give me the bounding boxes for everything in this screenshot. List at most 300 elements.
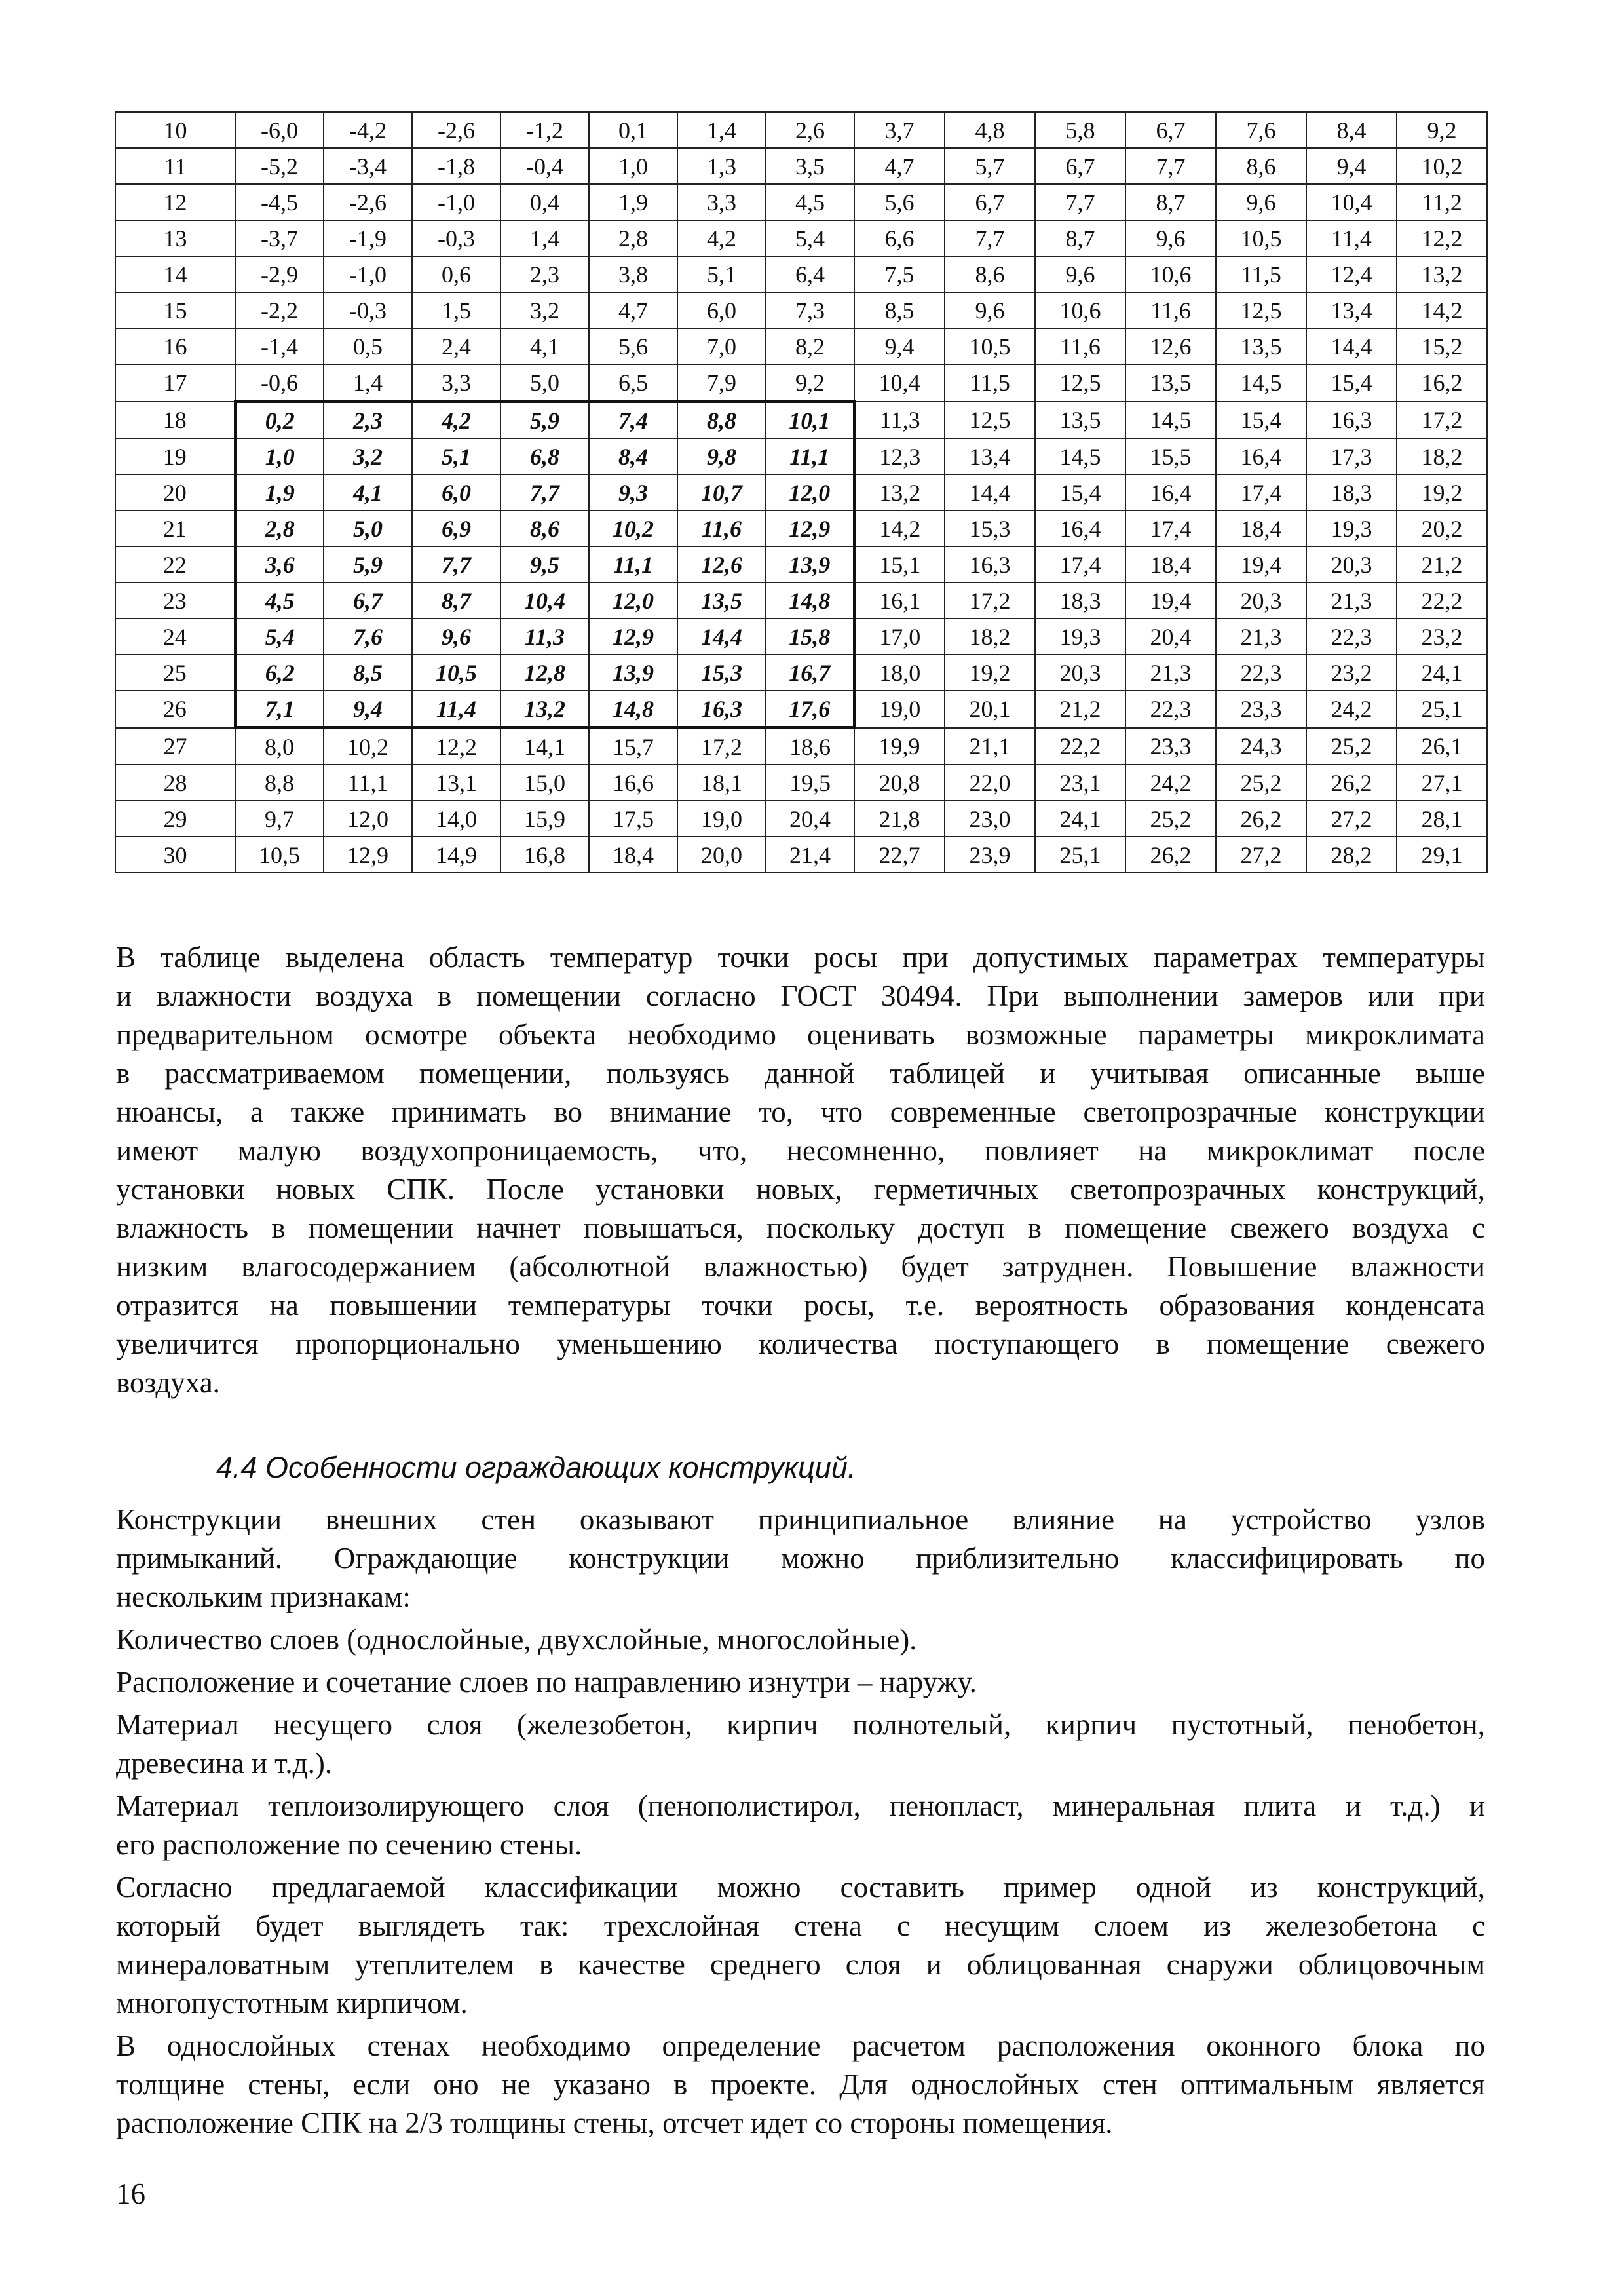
dew-point-cell: 21,3 — [1216, 619, 1306, 655]
dew-point-cell: 20,8 — [854, 765, 945, 801]
row-temperature-cell: 14 — [115, 256, 235, 292]
dew-point-cell: 6,7 — [324, 583, 412, 619]
dew-point-cell: 6,8 — [500, 438, 589, 474]
table-row — [115, 510, 1487, 546]
dew-point-cell: 0,6 — [412, 256, 500, 292]
table-row — [115, 546, 1487, 583]
dew-point-cell: 11,4 — [412, 691, 500, 728]
row-temperature-cell: 10 — [115, 112, 235, 148]
dew-point-cell: 12,0 — [589, 583, 677, 619]
dew-point-cell: 26,2 — [1216, 801, 1306, 837]
dew-point-cell: -0,3 — [324, 292, 412, 328]
section-paragraph — [116, 1620, 1485, 1659]
dew-point-cell: 10,2 — [1397, 148, 1487, 184]
dew-point-cell: -1,8 — [412, 148, 500, 184]
dew-point-cell: 17,4 — [1216, 474, 1306, 510]
dew-point-cell: 8,7 — [1125, 184, 1216, 220]
dew-point-cell: 3,2 — [500, 292, 589, 328]
dew-point-cell: 25,2 — [1216, 765, 1306, 801]
dew-point-cell: 2,8 — [235, 510, 324, 546]
dew-point-cell: 5,4 — [766, 220, 854, 256]
dew-point-cell: 14,4 — [1306, 328, 1397, 364]
text-line: нескольким признакам: — [116, 1580, 411, 1613]
dew-point-cell: 23,2 — [1397, 619, 1487, 655]
dew-point-cell: 4,8 — [945, 112, 1035, 148]
dew-point-cell: 0,1 — [589, 112, 677, 148]
dew-point-cell: 15,8 — [766, 619, 854, 655]
dew-point-cell: 17,4 — [1125, 510, 1216, 546]
dew-point-cell: 14,8 — [589, 691, 677, 728]
row-temperature-cell: 12 — [115, 184, 235, 220]
dew-point-cell: 10,5 — [1216, 220, 1306, 256]
dew-point-cell: 7,6 — [324, 619, 412, 655]
dew-point-cell: 18,6 — [766, 728, 854, 765]
dew-point-cell: 14,4 — [677, 619, 766, 655]
text-line: древесина и т.д.). — [116, 1747, 333, 1780]
row-temperature-cell: 22 — [115, 546, 235, 583]
dew-point-cell: 20,0 — [677, 837, 766, 873]
dew-point-cell: 5,6 — [589, 328, 677, 364]
dew-point-cell: 4,2 — [412, 402, 500, 439]
dew-point-cell: 9,4 — [324, 691, 412, 728]
dew-point-cell: 19,0 — [854, 691, 945, 728]
dew-point-cell: 21,2 — [1035, 691, 1125, 728]
text-line: В таблице выделена область температур точки росы при допустимых параметрах температуры — [116, 941, 1485, 974]
row-temperature-cell: 20 — [115, 474, 235, 510]
dew-point-cell: 13,5 — [1216, 328, 1306, 364]
dew-point-cell: 19,4 — [1125, 583, 1216, 619]
dew-point-cell: 8,4 — [1306, 112, 1397, 148]
dew-point-cell: 7,3 — [766, 292, 854, 328]
dew-point-cell: 8,2 — [766, 328, 854, 364]
dew-point-cell: 22,3 — [1125, 691, 1216, 728]
row-temperature-cell: 21 — [115, 510, 235, 546]
dew-point-cell: 16,8 — [500, 837, 589, 873]
dew-point-cell: 9,8 — [677, 438, 766, 474]
dew-point-cell: 11,5 — [945, 364, 1035, 402]
dew-point-cell: 14,5 — [1035, 438, 1125, 474]
dew-point-cell: 8,6 — [945, 256, 1035, 292]
dew-point-cell: 9,4 — [854, 328, 945, 364]
dew-point-cell: 13,1 — [412, 765, 500, 801]
dew-point-cell: 12,5 — [945, 402, 1035, 439]
dew-point-cell: 5,9 — [324, 546, 412, 583]
dew-point-cell: 10,4 — [1306, 184, 1397, 220]
section-paragraph — [116, 1787, 1485, 1864]
text-line: установки новых СПК. После установки новых, герметичных светопрозрачных конструкций, — [116, 1173, 1485, 1206]
dew-point-cell: 11,1 — [766, 438, 854, 474]
dew-point-cell: 25,2 — [1125, 801, 1216, 837]
dew-point-cell: 6,5 — [589, 364, 677, 402]
dew-point-cell: 23,1 — [1035, 765, 1125, 801]
dew-point-cell: 1,4 — [324, 364, 412, 402]
text-line: низким влагосодержанием (абсолютной влажностью) будет затруднен. Повышение влажности — [116, 1250, 1485, 1283]
dew-point-cell: 7,1 — [235, 691, 324, 728]
dew-point-cell: 12,0 — [766, 474, 854, 510]
dew-point-cell: 3,7 — [854, 112, 945, 148]
dew-point-cell: 2,4 — [412, 328, 500, 364]
dew-point-cell: 0,2 — [235, 402, 324, 439]
dew-point-cell: 13,9 — [766, 546, 854, 583]
dew-point-cell: 4,7 — [589, 292, 677, 328]
dew-point-cell: 13,9 — [589, 655, 677, 691]
dew-point-cell: 21,3 — [1306, 583, 1397, 619]
dew-point-cell: 4,1 — [500, 328, 589, 364]
dew-point-cell: 6,0 — [677, 292, 766, 328]
table-row — [115, 655, 1487, 691]
dew-point-cell: 19,4 — [1216, 546, 1306, 583]
dew-point-cell: 8,6 — [1216, 148, 1306, 184]
dew-point-cell: 7,0 — [677, 328, 766, 364]
dew-point-cell: 1,4 — [500, 220, 589, 256]
dew-point-cell: 19,0 — [677, 801, 766, 837]
dew-point-cell: 16,4 — [1216, 438, 1306, 474]
dew-point-cell: 10,5 — [412, 655, 500, 691]
dew-point-cell: 23,3 — [1216, 691, 1306, 728]
dew-point-cell: 5,1 — [412, 438, 500, 474]
dew-point-cell: 13,5 — [1125, 364, 1216, 402]
dew-point-cell: 1,5 — [412, 292, 500, 328]
text-line: минераловатным утеплителем в качестве среднего слоя и облицованная снаружи облицовочным — [116, 1948, 1485, 1981]
dew-point-cell: 25,1 — [1035, 837, 1125, 873]
row-temperature-cell: 24 — [115, 619, 235, 655]
text-line: В однослойных стенах необходимо определение расчетом расположения оконного блока по — [116, 2029, 1485, 2062]
dew-point-cell: 11,2 — [1397, 184, 1487, 220]
text-line: увеличится пропорционально уменьшению количества поступающего в помещение свежего — [116, 1328, 1485, 1360]
text-line: в рассматриваемом помещении, пользуясь данной таблицей и учитывая описанные выше — [116, 1057, 1485, 1090]
dew-point-cell: 15,5 — [1125, 438, 1216, 474]
dew-point-cell: 11,6 — [1125, 292, 1216, 328]
dew-point-cell: 15,9 — [500, 801, 589, 837]
dew-point-cell: 8,5 — [854, 292, 945, 328]
dew-point-cell: 18,4 — [1216, 510, 1306, 546]
dew-point-cell: 17,2 — [945, 583, 1035, 619]
text-line: который будет выглядеть так: трехслойная стена с несущим слоем из железобетона с — [116, 1909, 1485, 1942]
dew-point-cell: 3,6 — [235, 546, 324, 583]
dew-point-cell: -0,4 — [500, 148, 589, 184]
text-line: имеют малую воздухопроницаемость, что, несомненно, повлияет на микроклимат после — [116, 1134, 1485, 1167]
dew-point-cell: 20,4 — [766, 801, 854, 837]
dew-point-cell: 1,9 — [589, 184, 677, 220]
text-line: Расположение и сочетание слоев по направлению изнутри – наружу. — [116, 1666, 977, 1698]
dew-point-cell: 12,6 — [677, 546, 766, 583]
dew-point-cell: 18,2 — [945, 619, 1035, 655]
dew-point-cell: -3,4 — [324, 148, 412, 184]
dew-point-cell: 10,6 — [1035, 292, 1125, 328]
dew-point-cell: 10,2 — [589, 510, 677, 546]
dew-point-cell: -3,7 — [235, 220, 324, 256]
dew-point-cell: -2,6 — [412, 112, 500, 148]
dew-point-cell: 9,2 — [766, 364, 854, 402]
table-row — [115, 619, 1487, 655]
dew-point-cell: 12,9 — [324, 837, 412, 873]
dew-point-cell: 19,3 — [1035, 619, 1125, 655]
dew-point-cell: 16,1 — [854, 583, 945, 619]
dew-point-cell: 3,8 — [589, 256, 677, 292]
dew-point-cell: -5,2 — [235, 148, 324, 184]
dew-point-cell: 5,7 — [945, 148, 1035, 184]
dew-point-cell: 1,4 — [677, 112, 766, 148]
dew-point-cell: 3,5 — [766, 148, 854, 184]
dew-point-cell: 6,2 — [235, 655, 324, 691]
dew-point-cell: 9,6 — [1035, 256, 1125, 292]
dew-point-cell: 22,3 — [1216, 655, 1306, 691]
dew-point-cell: 16,3 — [945, 546, 1035, 583]
dew-point-cell: -1,0 — [412, 184, 500, 220]
dew-point-cell: 12,5 — [1216, 292, 1306, 328]
dew-point-cell: 10,5 — [235, 837, 324, 873]
dew-point-cell: 9,6 — [1125, 220, 1216, 256]
row-temperature-cell: 18 — [115, 402, 235, 439]
dew-point-cell: 21,4 — [766, 837, 854, 873]
row-temperature-cell: 25 — [115, 655, 235, 691]
page-number: 16 — [116, 2177, 145, 2210]
dew-point-cell: 6,7 — [945, 184, 1035, 220]
dew-point-cell: 7,7 — [412, 546, 500, 583]
dew-point-cell: 13,5 — [1035, 402, 1125, 439]
dew-point-cell: 4,2 — [677, 220, 766, 256]
dew-point-cell: 5,0 — [324, 510, 412, 546]
dew-point-table — [115, 111, 1488, 873]
dew-point-cell: 21,3 — [1125, 655, 1216, 691]
dew-point-cell: 16,4 — [1125, 474, 1216, 510]
text-line: воздуха. — [116, 1366, 220, 1399]
dew-point-cell: 5,8 — [1035, 112, 1125, 148]
table-row — [115, 837, 1487, 873]
dew-point-cell: 12,6 — [1125, 328, 1216, 364]
dew-point-cell: 8,7 — [1035, 220, 1125, 256]
dew-point-cell: 5,6 — [854, 184, 945, 220]
row-temperature-cell: 29 — [115, 801, 235, 837]
dew-point-cell: 19,2 — [945, 655, 1035, 691]
dew-point-cell: 12,8 — [500, 655, 589, 691]
dew-point-cell: 14,2 — [854, 510, 945, 546]
dew-point-cell: 5,9 — [500, 402, 589, 439]
table-row — [115, 220, 1487, 256]
dew-point-cell: 15,1 — [854, 546, 945, 583]
text-line: его расположение по сечению стены. — [116, 1828, 582, 1861]
dew-point-cell: 12,9 — [766, 510, 854, 546]
table-row — [115, 438, 1487, 474]
dew-point-cell: 9,6 — [412, 619, 500, 655]
dew-point-cell: 10,1 — [766, 402, 854, 439]
dew-point-cell: 9,3 — [589, 474, 677, 510]
section-paragraph — [116, 1868, 1485, 2023]
dew-point-cell: 0,4 — [500, 184, 589, 220]
dew-point-cell: 18,3 — [1035, 583, 1125, 619]
dew-point-cell: 11,3 — [500, 619, 589, 655]
dew-point-cell: 24,3 — [1216, 728, 1306, 765]
dew-point-cell: 9,7 — [235, 801, 324, 837]
dew-point-cell: 18,0 — [854, 655, 945, 691]
dew-point-cell: 1,9 — [235, 474, 324, 510]
dew-point-cell: 2,3 — [500, 256, 589, 292]
dew-point-cell: 26,2 — [1125, 837, 1216, 873]
dew-point-cell: 18,4 — [589, 837, 677, 873]
dew-point-cell: 18,4 — [1125, 546, 1216, 583]
dew-point-cell: 1,0 — [589, 148, 677, 184]
dew-point-cell: 3,2 — [324, 438, 412, 474]
dew-point-cell: 17,0 — [854, 619, 945, 655]
dew-point-table-body — [115, 112, 1487, 873]
dew-point-cell: -6,0 — [235, 112, 324, 148]
dew-point-cell: 14,5 — [1216, 364, 1306, 402]
dew-point-cell: 26,2 — [1306, 765, 1397, 801]
dew-point-cell: -2,6 — [324, 184, 412, 220]
dew-point-cell: 12,9 — [589, 619, 677, 655]
dew-point-cell: 1,3 — [677, 148, 766, 184]
dew-point-cell: 15,4 — [1306, 364, 1397, 402]
dew-point-cell: 16,2 — [1397, 364, 1487, 402]
text-line: нюансы, а также принимать во внимание то, что современные светопрозрачные конструкции — [116, 1096, 1485, 1128]
dew-point-cell: 23,0 — [945, 801, 1035, 837]
dew-point-cell: -1,2 — [500, 112, 589, 148]
dew-point-cell: 11,1 — [324, 765, 412, 801]
dew-point-cell: 8,8 — [677, 402, 766, 439]
dew-point-cell: 10,5 — [945, 328, 1035, 364]
dew-point-cell: 8,0 — [235, 728, 324, 765]
dew-point-cell: 27,2 — [1216, 837, 1306, 873]
text-line: влажность в помещении начнет повышаться, поскольку доступ в помещение свежего воздуха с — [116, 1212, 1485, 1244]
dew-point-cell: 7,4 — [589, 402, 677, 439]
dew-point-cell: 14,9 — [412, 837, 500, 873]
text-line: толщине стены, если оно не указано в проекте. Для однослойных стен оптимальным является — [116, 2068, 1485, 2101]
text-line: Количество слоев (однослойные, двухслойные, многослойные). — [116, 1623, 917, 1656]
dew-point-cell: 17,3 — [1306, 438, 1397, 474]
dew-point-cell: 14,5 — [1125, 402, 1216, 439]
dew-point-cell: 22,7 — [854, 837, 945, 873]
row-temperature-cell: 26 — [115, 691, 235, 728]
dew-point-cell: 16,4 — [1035, 510, 1125, 546]
dew-point-cell: 17,2 — [677, 728, 766, 765]
table-row — [115, 402, 1487, 439]
dew-point-cell: 19,5 — [766, 765, 854, 801]
text-line: и влажности воздуха в помещении согласно ГОСТ 30494. При выполнении замеров или при — [116, 980, 1485, 1012]
dew-point-cell: 0,5 — [324, 328, 412, 364]
section-paragraph — [116, 2027, 1485, 2143]
dew-point-cell: 13,5 — [677, 583, 766, 619]
dew-point-cell: 13,4 — [945, 438, 1035, 474]
dew-point-cell: 5,0 — [500, 364, 589, 402]
dew-point-cell: 4,5 — [766, 184, 854, 220]
dew-point-cell: 27,1 — [1397, 765, 1487, 801]
table-row — [115, 292, 1487, 328]
dew-point-cell: 17,5 — [589, 801, 677, 837]
dew-point-cell: 9,2 — [1397, 112, 1487, 148]
row-temperature-cell: 19 — [115, 438, 235, 474]
section-heading: 4.4 Особенности ограждающих конструкций. — [216, 1451, 856, 1484]
row-temperature-cell: 17 — [115, 364, 235, 402]
dew-point-cell: 16,3 — [1306, 402, 1397, 439]
dew-point-cell: 13,4 — [1306, 292, 1397, 328]
dew-point-cell: 7,6 — [1216, 112, 1306, 148]
table-row — [115, 112, 1487, 148]
dew-point-cell: 7,7 — [1035, 184, 1125, 220]
dew-point-cell: 15,2 — [1397, 328, 1487, 364]
dew-point-cell: 7,7 — [945, 220, 1035, 256]
dew-point-cell: 8,5 — [324, 655, 412, 691]
text-line: примыканий. Ограждающие конструкции можно приблизительно классифицировать по — [116, 1542, 1485, 1575]
dew-point-cell: 6,0 — [412, 474, 500, 510]
dew-point-cell: 14,1 — [500, 728, 589, 765]
dew-point-cell: 3,3 — [677, 184, 766, 220]
dew-point-cell: 15,4 — [1035, 474, 1125, 510]
row-temperature-cell: 28 — [115, 765, 235, 801]
dew-point-cell: 22,2 — [1035, 728, 1125, 765]
dew-point-cell: 23,2 — [1306, 655, 1397, 691]
table-row — [115, 328, 1487, 364]
row-temperature-cell: 11 — [115, 148, 235, 184]
dew-point-cell: 11,6 — [1035, 328, 1125, 364]
row-temperature-cell: 23 — [115, 583, 235, 619]
table-row — [115, 765, 1487, 801]
dew-point-cell: 24,2 — [1125, 765, 1216, 801]
dew-point-cell: 20,3 — [1306, 546, 1397, 583]
dew-point-cell: 17,6 — [766, 691, 854, 728]
dew-point-cell: 11,5 — [1216, 256, 1306, 292]
dew-point-cell: 18,2 — [1397, 438, 1487, 474]
dew-point-cell: 15,3 — [677, 655, 766, 691]
text-line: Конструкции внешних стен оказывают принципиальное влияние на устройство узлов — [116, 1503, 1485, 1536]
table-row — [115, 801, 1487, 837]
dew-point-cell: 5,4 — [235, 619, 324, 655]
dew-point-cell: 12,5 — [1035, 364, 1125, 402]
dew-point-cell: 20,4 — [1125, 619, 1216, 655]
row-temperature-cell: 13 — [115, 220, 235, 256]
dew-point-cell: 2,8 — [589, 220, 677, 256]
dew-point-cell: 7,9 — [677, 364, 766, 402]
dew-point-cell: 22,2 — [1397, 583, 1487, 619]
dew-point-cell: 11,4 — [1306, 220, 1397, 256]
dew-point-cell: 12,4 — [1306, 256, 1397, 292]
dew-point-cell: 13,2 — [1397, 256, 1487, 292]
dew-point-cell: 25,1 — [1397, 691, 1487, 728]
dew-point-cell: 24,1 — [1035, 801, 1125, 837]
dew-point-cell: 4,1 — [324, 474, 412, 510]
dew-point-cell: 9,5 — [500, 546, 589, 583]
dew-point-cell: 28,2 — [1306, 837, 1397, 873]
dew-point-cell: 11,3 — [854, 402, 945, 439]
text-line: предварительном осмотре объекта необходимо оценивать возможные параметры микроклимата — [116, 1018, 1485, 1051]
dew-point-cell: -1,9 — [324, 220, 412, 256]
dew-point-cell: 19,9 — [854, 728, 945, 765]
dew-point-cell: 20,3 — [1216, 583, 1306, 619]
dew-point-cell: -4,5 — [235, 184, 324, 220]
dew-point-cell: -1,4 — [235, 328, 324, 364]
dew-point-cell: 5,1 — [677, 256, 766, 292]
dew-point-cell: -4,2 — [324, 112, 412, 148]
dew-point-cell: 1,0 — [235, 438, 324, 474]
dew-point-cell: 15,7 — [589, 728, 677, 765]
dew-point-cell: 12,2 — [1397, 220, 1487, 256]
table-row — [115, 184, 1487, 220]
dew-point-cell: 8,4 — [589, 438, 677, 474]
dew-point-cell: 18,3 — [1306, 474, 1397, 510]
dew-point-cell: 6,7 — [1125, 112, 1216, 148]
dew-point-cell: 6,6 — [854, 220, 945, 256]
dew-point-cell: -2,2 — [235, 292, 324, 328]
dew-point-cell: 6,7 — [1035, 148, 1125, 184]
dew-point-cell: 16,3 — [677, 691, 766, 728]
dew-point-cell: 15,0 — [500, 765, 589, 801]
dew-point-cell: -2,9 — [235, 256, 324, 292]
table-row — [115, 256, 1487, 292]
dew-point-cell: 21,8 — [854, 801, 945, 837]
table-row — [115, 364, 1487, 402]
dew-point-cell: 16,7 — [766, 655, 854, 691]
dew-point-cell: 16,6 — [589, 765, 677, 801]
text-line: расположение СПК на 2/3 толщины стены, отсчет идет со стороны помещения. — [116, 2107, 1113, 2139]
